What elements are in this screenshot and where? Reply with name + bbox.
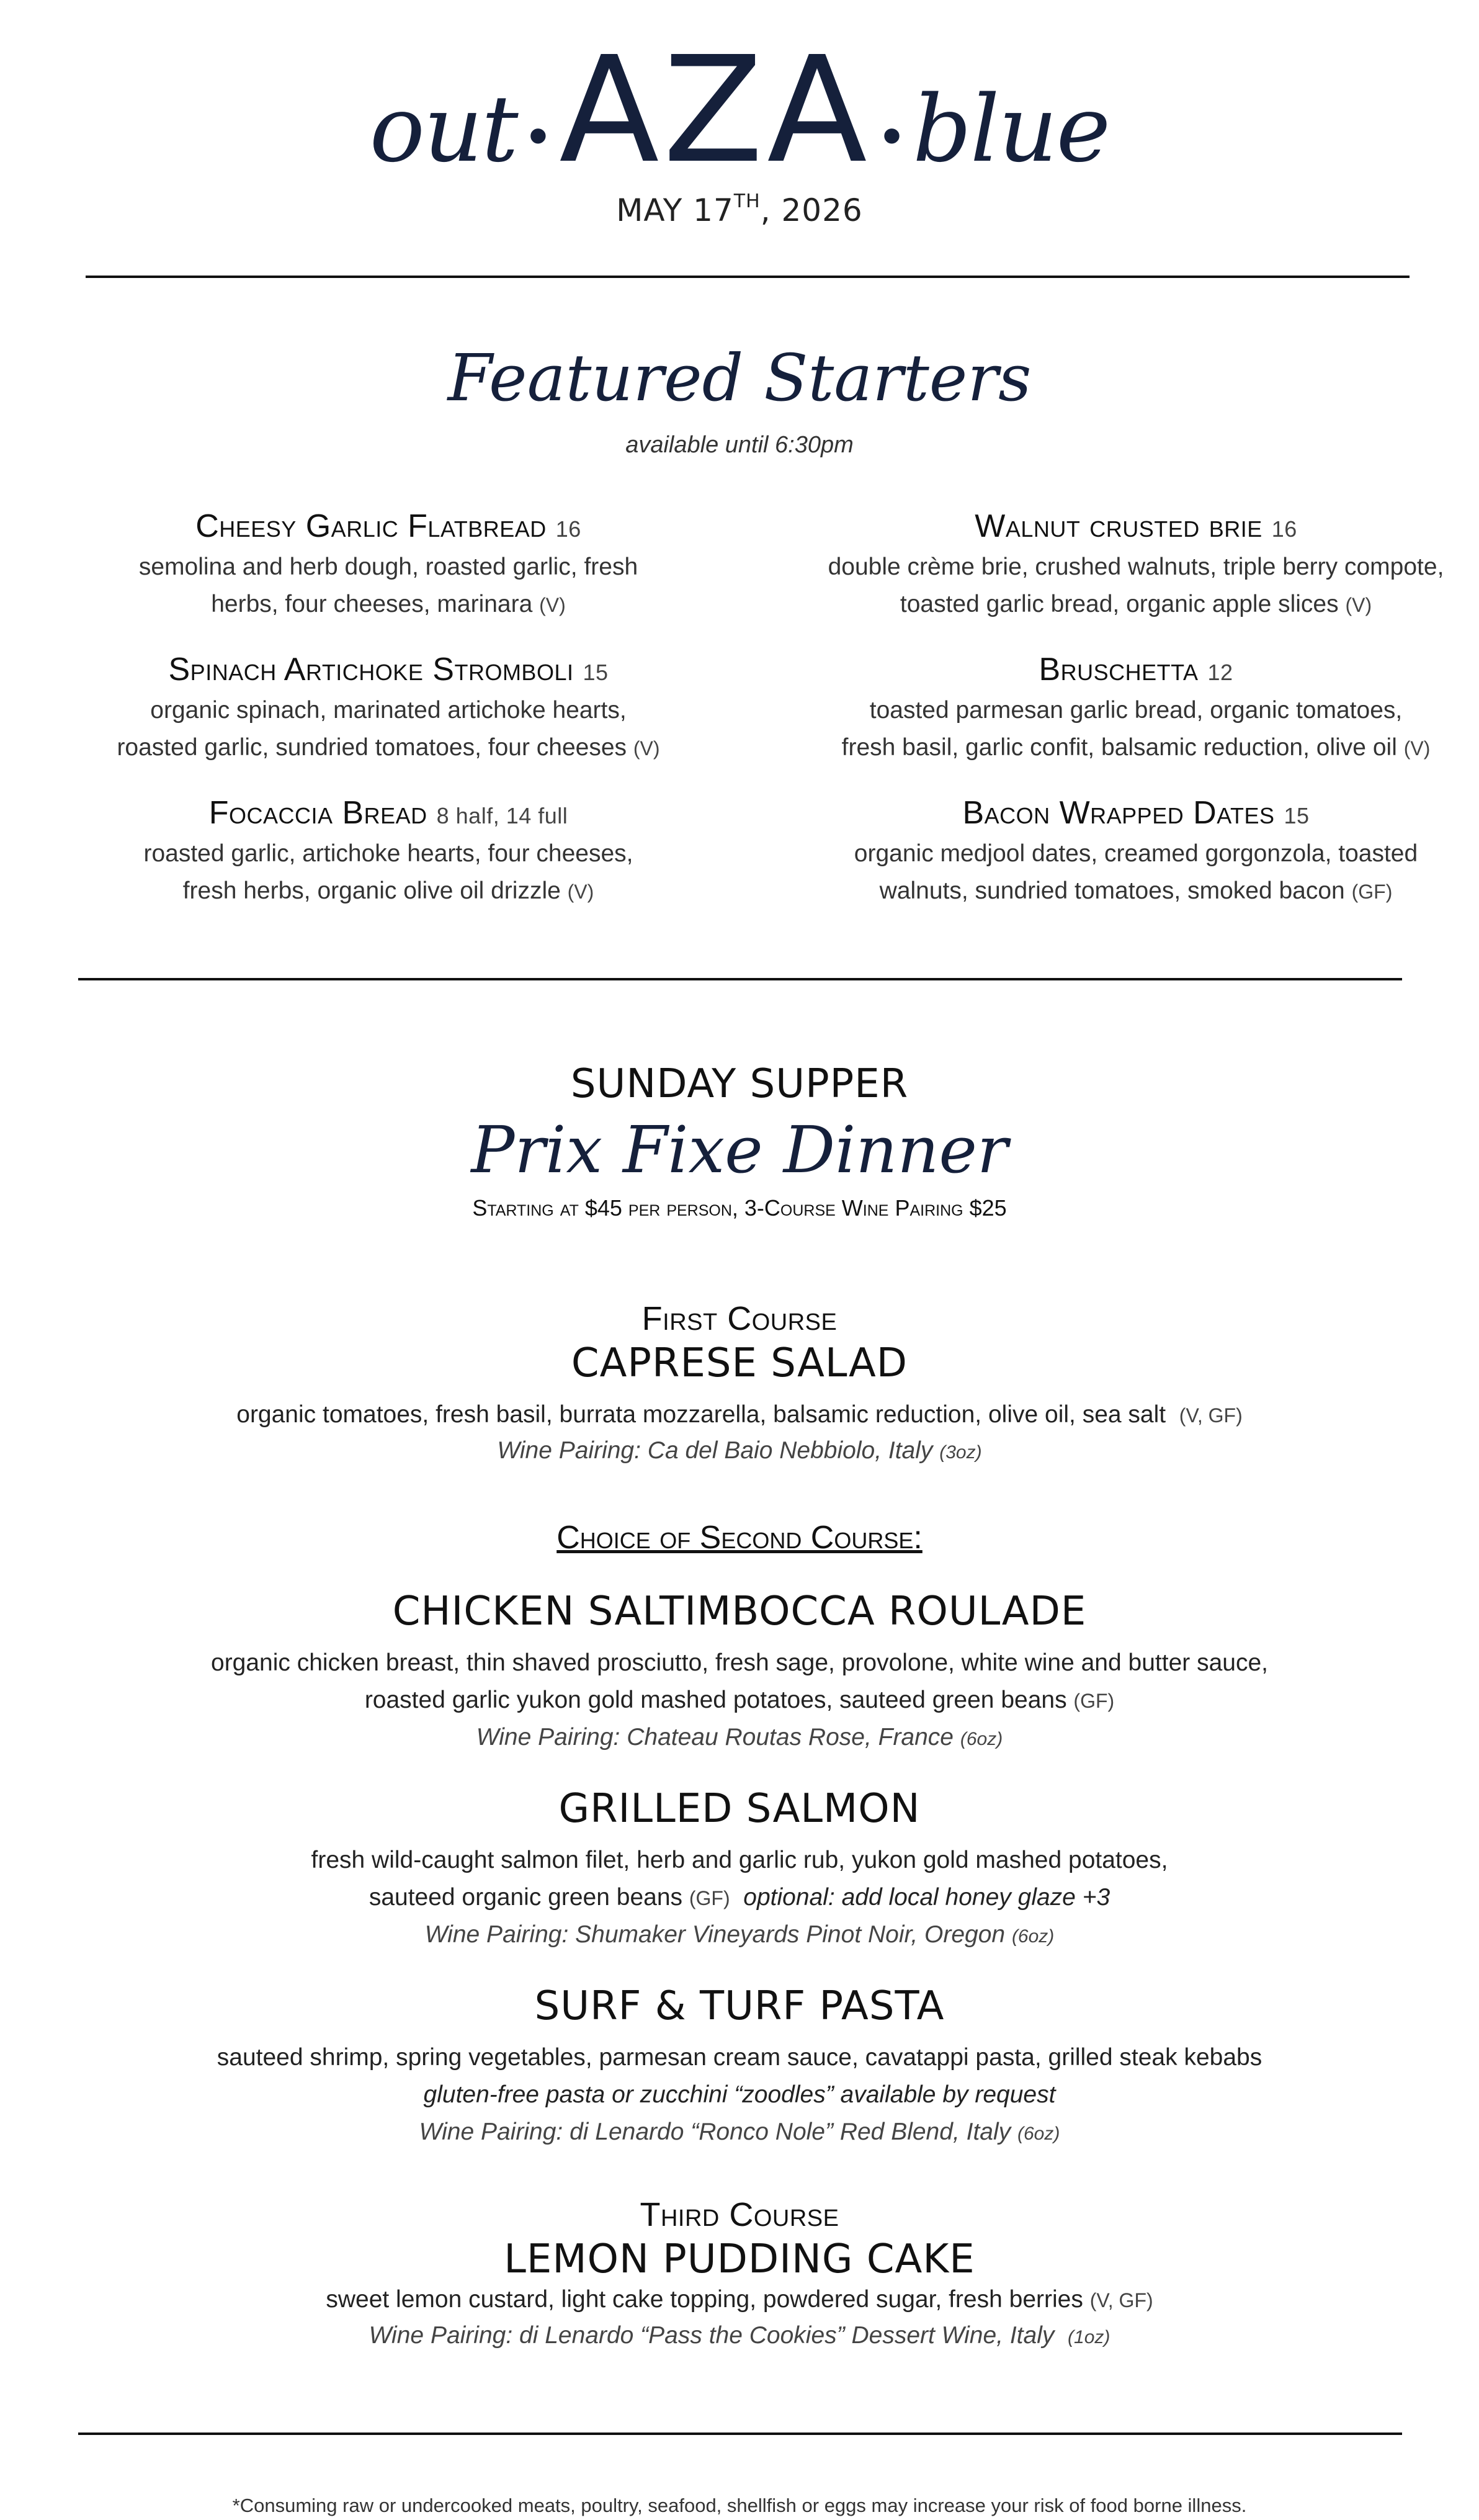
wine-pairing: Wine Pairing: di Lenardo “Pass the Cookies” Dessert Wine, Italy (1oz) bbox=[369, 2322, 1110, 2349]
item-desc: roasted garlic, artichoke hearts, four cheeses, bbox=[143, 840, 633, 867]
item-price: 8 half, 14 full bbox=[436, 803, 568, 828]
logo-dot: • bbox=[528, 105, 548, 167]
item-name: Bruschetta bbox=[1039, 652, 1199, 688]
item-name: Walnut crusted brie bbox=[975, 508, 1262, 544]
dish-description: organic chicken breast, thin shaved prosciutto, fresh sage, provolone, white wine and butter sauce, roasted garlic yukon gold mashed potatoes, sauteed green beans (GF) bbox=[211, 1649, 1268, 1713]
divider bbox=[78, 2433, 1402, 2435]
prix-fixe-title: Prix Fixe Dinner bbox=[471, 1112, 1008, 1188]
starters-subtitle: available until 6:30pm bbox=[625, 432, 854, 458]
diet-tag: (GF) bbox=[1073, 1690, 1115, 1712]
menu-item: Bacon Wrapped Dates 15 organic medjool dates, creamed gorgonzola, toasted walnuts, sundried tomatoes, smoked bacon (GF) bbox=[854, 795, 1418, 904]
logo-dot: • bbox=[882, 105, 902, 167]
item-desc: double crème brie, crushed walnuts, triple berry compote, bbox=[828, 554, 1444, 580]
food-safety-disclaimer: *Consuming raw or undercooked meats, poultry, seafood, shellfish or eggs may increase your risk of food borne illness. bbox=[232, 2495, 1247, 2516]
item-name: Spinach Artichoke Stromboli bbox=[168, 652, 574, 688]
diet-tag: (V, GF) bbox=[1179, 1404, 1243, 1427]
diet-tag: (V) bbox=[1403, 737, 1431, 760]
dish-name: CHICKEN SALTIMBOCCA ROULADE bbox=[392, 1589, 1087, 1634]
diet-tag: (GF) bbox=[689, 1887, 730, 1909]
logo-center-word: AZA bbox=[559, 25, 871, 195]
menu-item: Bruschetta 12 toasted parmesan garlic bread, organic tomatoes, fresh basil, garlic confit, balsamic reduction, olive oil (V) bbox=[841, 652, 1431, 761]
first-course-label: First Course bbox=[641, 1300, 838, 1337]
restaurant-logo bbox=[0, 25, 1479, 195]
wine-pairing: Wine Pairing: Ca del Baio Nebbiolo, Italy (3oz) bbox=[497, 1437, 982, 1464]
dish-description: sauteed shrimp, spring vegetables, parmesan cream sauce, cavatappi pasta, grilled steak kebabs gluten-free pasta or zucchini “zoodles” available by request bbox=[217, 2044, 1262, 2108]
menu-item: Cheesy Garlic Flatbread 16 semolina and herb dough, roasted garlic, fresh herbs, four cheeses, marinara (V) bbox=[138, 508, 638, 617]
diet-tag: (V) bbox=[1345, 594, 1372, 616]
menu-item: Spinach Artichoke Stromboli 15 organic spinach, marinated artichoke hearts, roasted garlic, sundried tomatoes, four cheeses (V) bbox=[117, 652, 660, 761]
menu-item: Focaccia Bread 8 half, 14 full roasted garlic, artichoke hearts, four cheeses, fresh herbs, organic olive oil drizzle (V) bbox=[143, 795, 633, 904]
item-price: 16 bbox=[1271, 516, 1297, 542]
divider bbox=[78, 978, 1402, 980]
second-course-label: Choice of Second Course: bbox=[556, 1520, 923, 1556]
item-price: 15 bbox=[583, 660, 609, 685]
starters-title: Featured Starters bbox=[447, 340, 1032, 416]
item-price: 15 bbox=[1284, 803, 1310, 828]
dish-name: SURF & TURF PASTA bbox=[534, 1983, 945, 2029]
prix-fixe-kicker: SUNDAY SUPPER bbox=[570, 1061, 909, 1107]
item-desc: organic medjool dates, creamed gorgonzola, toasted bbox=[854, 840, 1418, 867]
wine-pairing: Wine Pairing: Shumaker Vineyards Pinot Noir, Oregon (6oz) bbox=[424, 1921, 1055, 1948]
dish-description: sweet lemon custard, light cake topping, powdered sugar, fresh berries (V, GF) bbox=[326, 2286, 1153, 2313]
dish-description: organic tomatoes, fresh basil, burrata mozzarella, balsamic reduction, olive oil, sea salt (V, GF) bbox=[236, 1401, 1243, 1428]
wine-pairing: Wine Pairing: di Lenardo “Ronco Nole” Red Blend, Italy (6oz) bbox=[419, 2119, 1060, 2145]
menu-date: MAY 17TH, 2026 bbox=[616, 191, 863, 228]
prix-fixe-pricing: Starting at $45 per person, 3-Course Wine Pairing $25 bbox=[472, 1195, 1007, 1221]
item-name: Cheesy Garlic Flatbread bbox=[195, 508, 547, 544]
dish-name: LEMON PUDDING CAKE bbox=[504, 2236, 975, 2282]
diet-tag: (GF) bbox=[1351, 881, 1393, 903]
starters-left-column bbox=[47, 508, 730, 938]
logo-right-word: blue bbox=[913, 76, 1110, 182]
starters-right-column bbox=[792, 508, 1479, 938]
logo-left-word: out bbox=[369, 76, 517, 182]
item-price: 16 bbox=[555, 516, 581, 542]
item-price: 12 bbox=[1207, 660, 1233, 685]
diet-tag: (V, GF) bbox=[1089, 2289, 1153, 2311]
dish-option: optional: add local honey glaze +3 bbox=[743, 1884, 1110, 1911]
wine-pairing: Wine Pairing: Chateau Routas Rose, France (6oz) bbox=[476, 1724, 1003, 1751]
item-desc: semolina and herb dough, roasted garlic, fresh bbox=[138, 554, 638, 580]
menu-item: Walnut crusted brie 16 double crème brie, crushed walnuts, triple berry compote, toasted garlic bread, organic apple slices (V) bbox=[828, 508, 1444, 617]
diet-tag: (V) bbox=[633, 737, 660, 760]
item-desc: organic spinach, marinated artichoke hearts, bbox=[150, 697, 627, 724]
item-name: Bacon Wrapped Dates bbox=[962, 795, 1275, 831]
dish-note: gluten-free pasta or zucchini “zoodles” available by request bbox=[423, 2081, 1056, 2108]
divider bbox=[86, 276, 1410, 278]
dish-name: CAPRESE SALAD bbox=[571, 1340, 908, 1386]
dish-description: fresh wild-caught salmon filet, herb and garlic rub, yukon gold mashed potatoes, sauteed organic green beans (GF) optional: add local honey glaze +3 bbox=[311, 1847, 1168, 1911]
diet-tag: (V) bbox=[567, 881, 594, 903]
item-name: Focaccia Bread bbox=[208, 795, 427, 831]
third-course-label: Third Course bbox=[640, 2196, 839, 2233]
diet-tag: (V) bbox=[539, 594, 566, 616]
dish-name: GRILLED SALMON bbox=[558, 1786, 921, 1832]
item-desc: toasted parmesan garlic bread, organic tomatoes, bbox=[869, 697, 1403, 724]
